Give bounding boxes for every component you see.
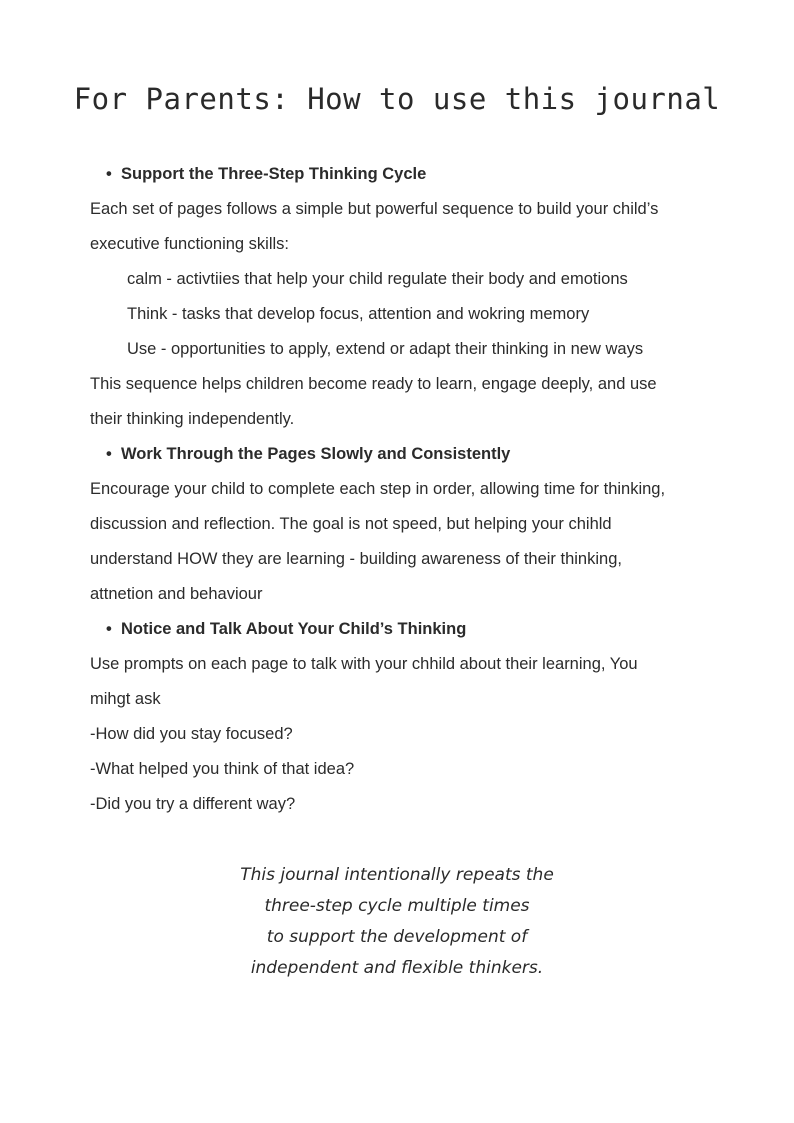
- section-heading: [90, 612, 730, 647]
- paragraph-line: executive functioning skills:: [90, 235, 290, 253]
- heading-text: Work Through the Pages Slowly and Consistently: [121, 445, 511, 463]
- prompt-question: -How did you stay focused?: [90, 725, 293, 743]
- quote-line: three-step cycle multiple times: [264, 896, 530, 916]
- step-calm: calm - activtiies that help your child regulate their body and emotions: [127, 270, 628, 288]
- bullet-icon: •: [106, 445, 112, 463]
- bullet-icon: •: [106, 165, 112, 183]
- paragraph-line: mihgt ask: [90, 690, 161, 708]
- paragraph-line: understand HOW they are learning - building awareness of their thinking,: [90, 550, 622, 568]
- paragraph-line: attnetion and behaviour: [90, 585, 263, 603]
- heading-text: Support the Three-Step Thinking Cycle: [121, 165, 427, 183]
- prompt-question: -What helped you think of that idea?: [90, 760, 355, 778]
- paragraph-line: their thinking independently.: [90, 410, 295, 428]
- paragraph-line: Each set of pages follows a simple but powerful sequence to build your child’s: [90, 200, 659, 218]
- heading-text: Notice and Talk About Your Child’s Thinking: [121, 620, 467, 638]
- quote-line: independent and flexible thinkers.: [250, 958, 544, 978]
- section-heading: [90, 157, 730, 192]
- prompt-question: -Did you try a different way?: [90, 795, 296, 813]
- paragraph-line: Use prompts on each page to talk with your chhild about their learning, You: [90, 655, 638, 673]
- paragraph-line: discussion and reflection. The goal is not speed, but helping your chihld: [90, 515, 612, 533]
- closing-quote: [0, 860, 794, 984]
- page-title: For Parents: How to use this journal: [73, 82, 721, 116]
- paragraph-line: This sequence helps children become ready to learn, engage deeply, and use: [90, 375, 657, 393]
- instructions-body: [90, 157, 730, 822]
- paragraph-line: Encourage your child to complete each step in order, allowing time for thinking,: [90, 480, 666, 498]
- quote-line: to support the development of: [266, 927, 528, 947]
- bullet-icon: •: [106, 620, 112, 638]
- section-heading: [90, 437, 730, 472]
- quote-line: This journal intentionally repeats the: [240, 865, 554, 885]
- step-think: Think - tasks that develop focus, attention and wokring memory: [127, 305, 590, 323]
- step-use: Use - opportunities to apply, extend or adapt their thinking in new ways: [127, 340, 644, 358]
